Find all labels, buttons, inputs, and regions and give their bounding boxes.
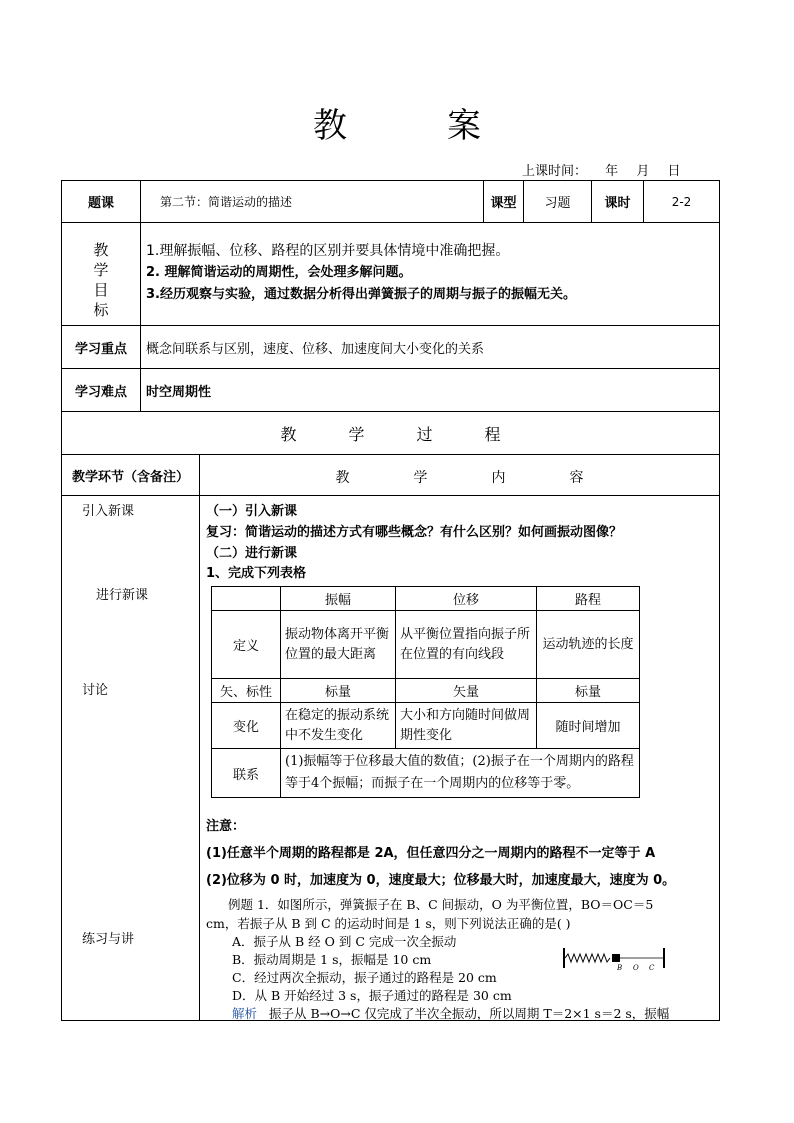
goals-list: [146, 240, 576, 306]
difficulty-label: 学习难点: [74, 384, 127, 400]
point-o-label: O: [633, 964, 639, 972]
goals-label: 教 学 目 标: [93, 241, 109, 319]
hours-value: 2-2: [671, 194, 692, 209]
goal-item: 3.经历观察与实验，通过数据分析得出弹簧振子的周期与振子的振幅无关。: [146, 287, 576, 302]
table-border: [61, 411, 720, 412]
hours-label: 课时: [604, 196, 631, 211]
table-border: [140, 180, 141, 411]
side-label: 练习与讲: [82, 932, 135, 947]
note-item: (1)任意半个周期的路程都是 2A，但任意四分之一周期内的路程不一定等于 A: [206, 846, 656, 861]
process-title: 教 学 过 程: [280, 425, 501, 444]
key-points-value: 概念间联系与区别，速度、位移、加速度间大小变化的关系: [146, 341, 485, 357]
notes-title: 注意：: [206, 819, 246, 834]
section-right-header: 教 学 内 容: [335, 470, 584, 486]
example-line: cm，若振子从 B 到 C 的运动时间是 1 s，则下列说法正确的是( ): [206, 916, 571, 931]
page-title: 教 案: [313, 106, 481, 146]
class-date: 上课时间： 年 月 日: [522, 164, 681, 179]
table-border: [61, 368, 720, 369]
table-row: 定义 振动物体离开平衡位置的最大距离 从平衡位置指向振子所在位置的有向线段 运动轨迹的长度: [212, 611, 640, 679]
topic-label: 题课: [87, 196, 114, 211]
intro-heading: （一）引入新课: [206, 504, 298, 519]
example-line: 例题 1．如图所示，弹簧振子在 B、C 间振动，O 为平衡位置，BO＝OC＝5: [228, 897, 654, 912]
table-row: 联系 (1)振幅等于位移最大值的数值；(2)振子在一个周期内的路程等于4个振幅；而振子在一个周期内的位移等于零。: [212, 749, 640, 798]
example-option: D．从 B 开始经过 3 s，振子通过的路程是 30 cm: [232, 988, 512, 1003]
table-row: 变化 在稳定的振动系统中不发生变化 大小和方向随时间做周期性变化 随时间增加: [212, 703, 640, 749]
type-value: 习题: [544, 196, 571, 211]
section-left-header: 教学环节（含备注）: [71, 469, 189, 485]
point-c-label: C: [649, 964, 655, 972]
table-border: [61, 222, 720, 223]
task-heading: 1、完成下列表格: [206, 566, 307, 581]
table-row: 矢、标性 标量 矢量 标量: [212, 679, 640, 703]
note-item: (2)位移为 0 时，加速度为 0，速度最大；位移最大时，加速度最大，速度为 0。: [206, 873, 676, 888]
side-label: 进行新课: [96, 588, 149, 603]
topic-value: 第二节：简谐运动的描述: [160, 195, 293, 209]
analysis-text: 振子从 B→O→C 仅完成了半次全振动，所以周期 T＝2×1 s＝2 s，振幅: [269, 1006, 670, 1021]
new-lesson-heading: （二）进行新课: [206, 546, 298, 561]
example-option: B．振动周期是 1 s，振幅是 10 cm: [232, 952, 432, 967]
point-b-label: B: [617, 964, 623, 972]
review-question: 复习：简谐运动的描述方式有哪些概念？有什么区别？如何画振动图像？: [206, 525, 623, 540]
type-label: 课型: [490, 196, 517, 211]
key-points-label: 学习重点: [74, 341, 127, 357]
difficulty-value: 时空周期性: [146, 385, 212, 400]
spring: [565, 954, 610, 962]
analysis-label: 解析: [232, 1006, 258, 1021]
goal-item: 1.理解振幅、位移、路程的区别并要具体情境中准确把握。: [146, 243, 510, 259]
example-option: A．振子从 B 经 O 到 C 完成一次全振动: [232, 934, 457, 949]
table-border: [61, 495, 720, 496]
side-label: 引入新课: [82, 504, 135, 519]
table-row: 振幅 位移 路程: [212, 587, 640, 611]
oscillator-mass: [612, 954, 620, 962]
goal-item: 2. 理解简谐运动的周期性，会处理多解问题。: [146, 265, 412, 280]
table-border: [199, 454, 200, 1021]
table-border: [719, 180, 720, 1021]
side-label: 讨论: [82, 683, 109, 698]
spring-oscillator-figure: [560, 946, 670, 972]
example-analysis: [232, 1004, 669, 1022]
comparison-table: [211, 586, 640, 798]
example-option: C．经过两次全振动，振子通过的路程是 20 cm: [232, 970, 497, 985]
